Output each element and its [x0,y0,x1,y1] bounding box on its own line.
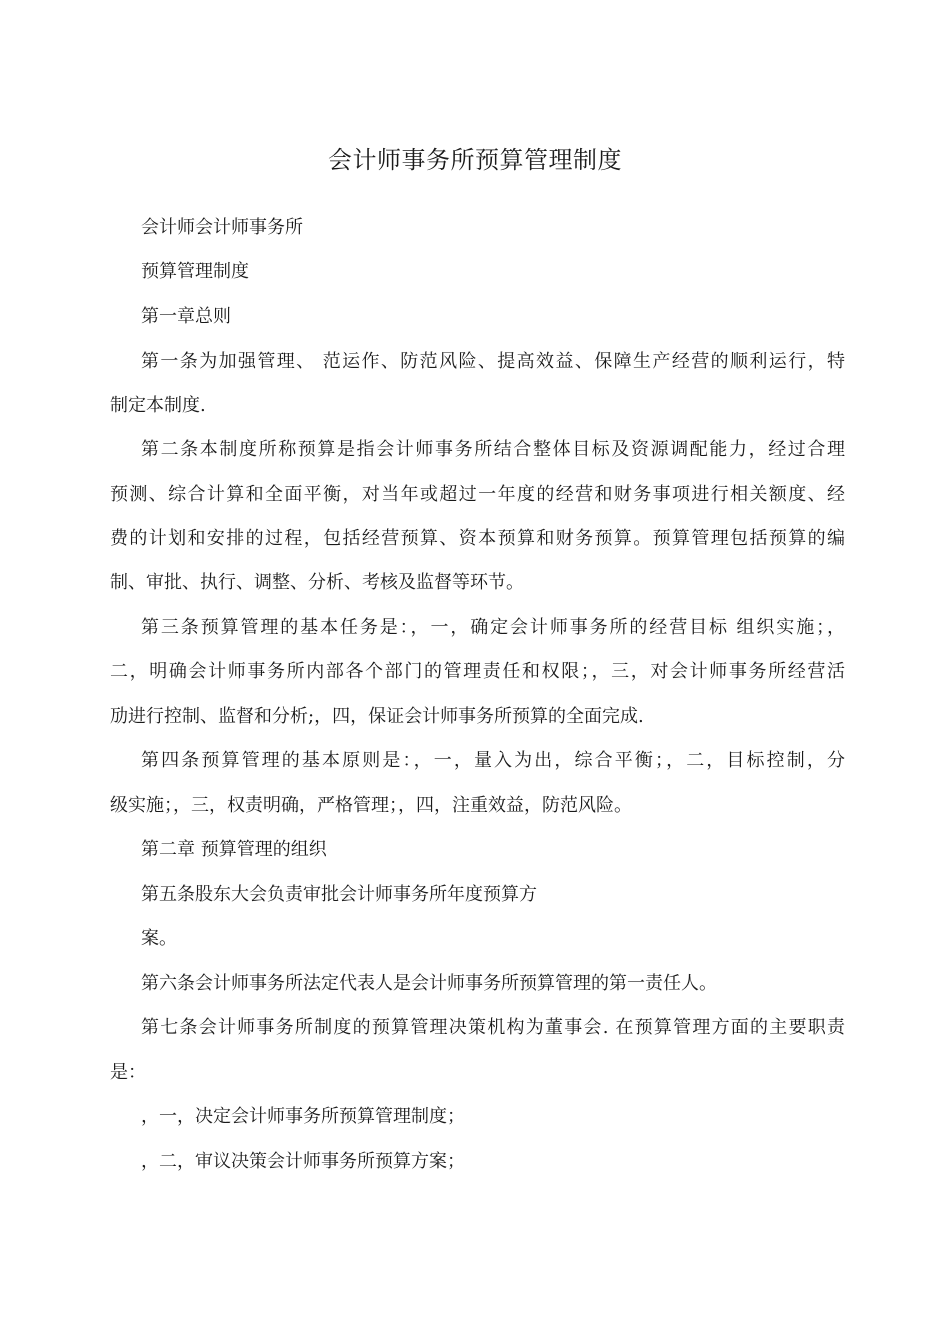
paragraph-line: 是： [110,1062,146,1083]
paragraph-line: 劢进行控制、监督和分析;，四，保证会计师事务所预算的全面完成. [110,706,644,727]
paragraph-line: 预测、综合计算和全面平衡，对当年或超过一年度的经营和财务事项进行相关额度、经 [110,484,845,505]
document-title: 会计师事务所预算管理制度 [328,146,622,174]
paragraph-line: 第七条会计师事务所制度的预算管理决策机构为董事会. 在预算管理方面的主要职责 [141,1017,845,1038]
text-line: 会计师会计师事务所 [141,217,303,238]
list-item: ，一，决定会计师事务所预算管理制度； [141,1106,465,1127]
paragraph-line: 第四条预算管理的基本原则是：，一，量入为出，综合平衡；，二，目标控制，分 [141,750,845,771]
paragraph-line: 第五条股东大会负责审批会计师事务所年度预算方 [141,884,537,905]
paragraph-line: 案。 [141,928,177,949]
paragraph-line: 第一条为加强管理、 范运作、防范风险、提高效益、保障生产经营的顺利运行，特 [141,351,845,372]
paragraph-line: 制定本制度. [110,395,206,416]
paragraph-line: 制、审批、执行、调整、分析、考核及监督等环节。 [110,572,524,593]
paragraph-line: 第二条本制度所称预算是指会计师事务所结合整体目标及资源调配能力，经过合理 [141,439,845,460]
paragraph-line: 费的计划和安排的过程，包括经营预算、资本预算和财务预算。预算管理包括预算的编 [110,528,845,549]
paragraph-line: 第六条会计师事务所法定代表人是会计师事务所预算管理的第一责任人。 [141,973,717,994]
chapter-heading: 第二章 预算管理的组织 [141,839,327,860]
paragraph-line: 级实施；，三，权责明确，严格管理；，四，注重效益，防范风险。 [110,795,632,816]
paragraph-line: 第三条预算管理的基本任务是：，一，确定会计师事务所的经营目标 组织实施；， [141,617,845,638]
list-item: ，二，审议决策会计师事务所预算方案； [141,1151,465,1172]
chapter-heading: 第一章总则 [141,306,231,327]
paragraph-line: 二，明确会计师事务所内部各个部门的管理责任和权限；，三，对会计师事务所经营活 [110,661,845,682]
text-line: 预算管理制度 [141,261,249,282]
